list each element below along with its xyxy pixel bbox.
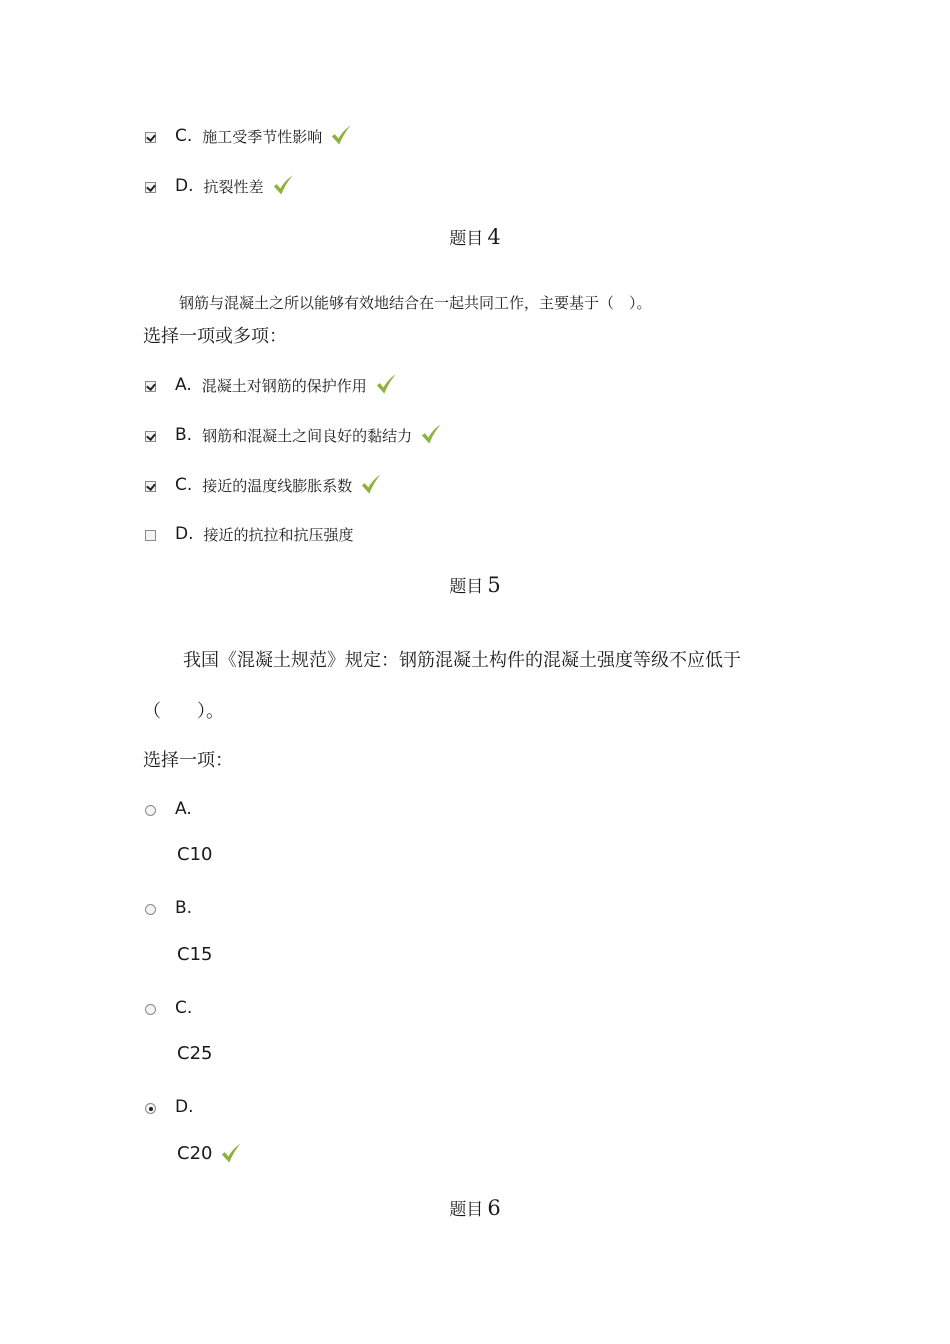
option-text: 接近的温度线膨胀系数 xyxy=(202,476,353,495)
option-letter: D. xyxy=(175,1097,194,1117)
option-letter: C. xyxy=(175,475,193,495)
option-text: C20 xyxy=(177,1143,213,1164)
q4-option-a[interactable] xyxy=(145,370,397,400)
question-title-prefix: 题目 xyxy=(449,1200,484,1220)
option-text: 钢筋和混凝土之间良好的黏结力 xyxy=(202,426,413,445)
q5-option-a[interactable] xyxy=(145,794,202,824)
correct-check-icon xyxy=(375,373,397,395)
question-number: 5 xyxy=(487,573,501,597)
correct-check-icon xyxy=(420,423,442,445)
question-title-prefix: 题目 xyxy=(449,229,484,249)
option-letter: B. xyxy=(175,898,193,918)
q5-option-c[interactable] xyxy=(145,993,202,1023)
correct-check-icon xyxy=(330,124,352,146)
q5-option-a-value xyxy=(177,844,212,865)
option-letter: D. xyxy=(175,524,194,544)
radio-selected[interactable] xyxy=(145,1103,156,1114)
radio-unselected[interactable] xyxy=(145,805,156,816)
checkbox-checked[interactable] xyxy=(145,481,156,492)
option-text: 施工受季节性影响 xyxy=(202,127,323,146)
checkbox-checked[interactable] xyxy=(145,132,156,143)
checkbox-checked[interactable] xyxy=(145,431,156,442)
radio-unselected[interactable] xyxy=(145,1004,156,1015)
question-title xyxy=(0,572,950,597)
q5-option-d-value xyxy=(177,1143,242,1164)
select-prompt: 选择一项或多项： xyxy=(143,326,287,347)
option-text: C10 xyxy=(177,844,213,865)
q4-option-b[interactable] xyxy=(145,420,442,450)
option-letter: C. xyxy=(175,126,193,146)
question-number: 4 xyxy=(487,225,501,249)
radio-unselected[interactable] xyxy=(145,904,156,915)
question-title xyxy=(0,224,950,249)
q4-option-d[interactable] xyxy=(145,519,354,549)
question-title-prefix: 题目 xyxy=(449,577,484,597)
option-letter: A. xyxy=(175,799,192,819)
question-number: 6 xyxy=(487,1196,501,1220)
option-letter: C. xyxy=(175,998,193,1018)
correct-check-icon xyxy=(220,1142,242,1164)
q5-option-b-value xyxy=(177,944,212,965)
option-text: 混凝土对钢筋的保护作用 xyxy=(201,376,367,395)
correct-check-icon xyxy=(360,473,382,495)
checkbox-checked[interactable] xyxy=(145,182,156,193)
option-text: 抗裂性差 xyxy=(203,177,264,196)
question-stem-line2: （ ）。 xyxy=(143,701,224,722)
question-title xyxy=(0,1195,950,1220)
checkbox-checked[interactable] xyxy=(145,381,156,392)
question-stem: 钢筋与混凝土之所以能够有效地结合在一起共同工作，主要基于（ ）。 xyxy=(179,294,652,312)
option-text: C15 xyxy=(177,944,213,965)
select-prompt: 选择一项： xyxy=(143,750,233,771)
q4-option-c[interactable] xyxy=(145,470,382,500)
correct-check-icon xyxy=(272,174,294,196)
question-stem-line1: 我国《混凝土规范》规定：钢筋混凝土构件的混凝土强度等级不应低于 xyxy=(183,650,741,671)
option-text: C25 xyxy=(177,1043,213,1064)
checkbox-unchecked[interactable] xyxy=(145,530,156,541)
q5-option-d[interactable] xyxy=(145,1092,204,1122)
option-text: 接近的抗拉和抗压强度 xyxy=(203,525,354,544)
q3-option-c[interactable] xyxy=(145,121,352,151)
option-letter: D. xyxy=(175,176,194,196)
option-letter: B. xyxy=(175,425,193,445)
q5-option-b[interactable] xyxy=(145,893,202,923)
option-letter: A. xyxy=(175,375,192,395)
q3-option-d[interactable] xyxy=(145,171,294,201)
q5-option-c-value xyxy=(177,1043,212,1064)
